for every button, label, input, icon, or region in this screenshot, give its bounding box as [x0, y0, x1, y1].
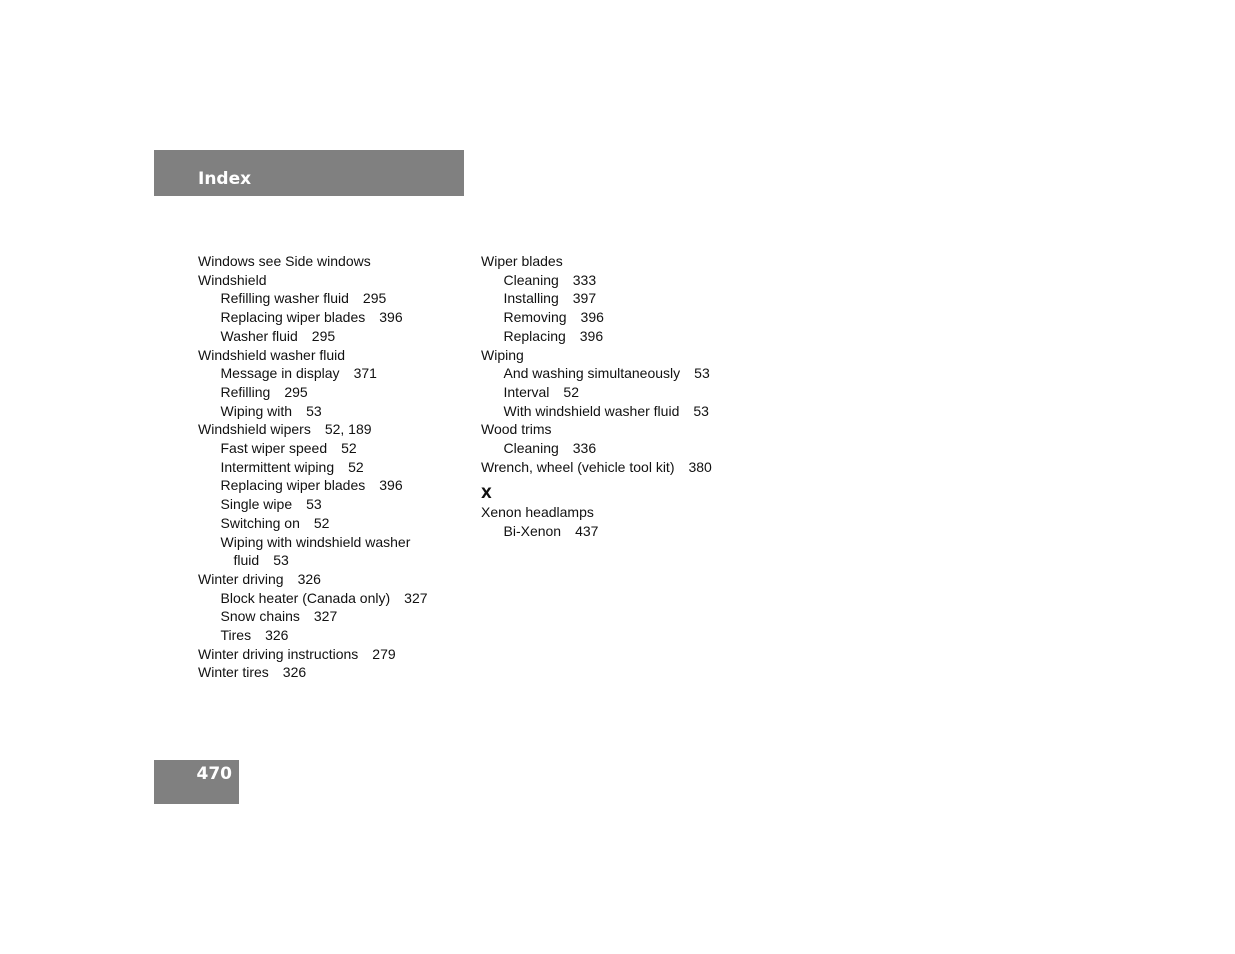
header-bar	[154, 150, 464, 196]
index-entry-page-ref[interactable]: 326	[297, 570, 321, 587]
index-entry	[198, 252, 478, 271]
index-entry-page-ref[interactable]: 53	[306, 496, 322, 513]
index-entry-page-ref[interactable]: 53	[273, 552, 289, 569]
index-entry	[481, 503, 761, 522]
index-entry	[198, 476, 478, 495]
index-entry	[198, 327, 478, 346]
index-entry-page-ref[interactable]: 52, 189	[324, 421, 372, 438]
index-entry-term: Cleaning	[503, 440, 559, 457]
index-entry	[481, 458, 761, 477]
index-entry-term: And washing simultaneously	[503, 365, 681, 382]
index-entry-term: Wiping with windshield washer	[220, 533, 411, 550]
index-column-right	[481, 252, 761, 541]
index-entry-term: Windshield	[198, 271, 267, 288]
index-entry-term: Tires	[220, 627, 252, 644]
index-entry	[198, 551, 478, 570]
index-entry-term: Replacing	[503, 327, 566, 344]
index-entry-term: Replacing wiper blades	[220, 309, 366, 326]
index-entry	[481, 383, 761, 402]
index-entry	[481, 439, 761, 458]
index-entry	[481, 271, 761, 290]
index-entry-page-ref[interactable]: 396	[379, 477, 403, 494]
index-entry-page-ref[interactable]: 53	[694, 365, 710, 382]
index-entry-page-ref[interactable]: 295	[284, 383, 308, 400]
index-entry	[481, 364, 761, 383]
index-entry-term: Windshield washer fluid	[198, 346, 346, 363]
index-entry-page-ref[interactable]: 371	[353, 365, 377, 382]
index-entry-term: Cleaning	[503, 271, 559, 288]
index-entry	[481, 308, 761, 327]
index-entry-term: Wiper blades	[481, 253, 563, 269]
index-entry	[198, 663, 478, 682]
index-entry-term: Refilling washer fluid	[220, 290, 349, 307]
index-entry-term: Installing	[503, 290, 559, 307]
index-entry-term: Bi-Xenon	[503, 523, 562, 540]
index-entry	[198, 402, 478, 421]
index-entry	[198, 271, 478, 290]
index-entry-term: Replacing wiper blades	[220, 477, 366, 494]
index-entry-page-ref[interactable]: 396	[379, 309, 403, 326]
index-entry	[481, 289, 761, 308]
index-entry-term: Fast wiper speed	[220, 440, 328, 457]
index-entry-page-ref[interactable]: 52	[341, 440, 357, 457]
index-entry-term: Intermittent wiping	[220, 458, 335, 475]
page-number: 470	[196, 764, 232, 784]
index-entry	[481, 327, 761, 346]
index-entry-term: fluid	[233, 552, 260, 569]
index-entry-term: Message in display	[220, 365, 340, 382]
index-entry-page-ref[interactable]: 380	[688, 458, 712, 475]
index-entry-term: Wood trims	[481, 421, 552, 438]
index-entry-term: Snow chains	[220, 608, 300, 625]
index-entry	[198, 346, 478, 365]
index-entry-page-ref[interactable]: 437	[575, 523, 599, 540]
index-entry-page-ref[interactable]: 279	[372, 645, 396, 662]
index-entry	[481, 252, 761, 271]
index-entry-term: Refilling	[220, 383, 271, 400]
index-entry-term: Interval	[503, 383, 550, 400]
index-entry-term: Winter driving instructions	[198, 645, 359, 662]
index-entry	[198, 514, 478, 533]
index-entry-page-ref[interactable]: 326	[282, 664, 307, 681]
index-entry-page-ref[interactable]: 295	[311, 327, 336, 344]
index-entry-term: With windshield washer fluid	[503, 402, 680, 419]
index-column-left	[198, 252, 478, 682]
index-entry-term: Wiping with	[220, 402, 293, 419]
index-entry-page-ref[interactable]: 52	[563, 383, 579, 400]
index-entry-page-ref[interactable]: 397	[572, 290, 597, 307]
index-entry	[481, 346, 761, 365]
page-number-tab	[154, 760, 239, 804]
index-entry-term: Winter driving	[198, 570, 284, 587]
index-entry	[198, 533, 478, 552]
index-entry	[198, 607, 478, 626]
index-entry-term: Removing	[503, 309, 567, 326]
index-entry	[198, 364, 478, 383]
index-entry-term: Single wipe	[220, 496, 293, 513]
index-entry-page-ref[interactable]: 326	[265, 627, 289, 644]
index-entry	[198, 383, 478, 402]
index-entry-term: Windshield wipers	[198, 421, 311, 438]
index-entry	[481, 420, 761, 439]
index-entry	[198, 308, 478, 327]
index-entry	[198, 626, 478, 645]
index-entry	[481, 402, 761, 421]
index-entry-term: Windows see Side windows	[198, 253, 371, 269]
index-entry-page-ref[interactable]: 396	[579, 327, 604, 344]
index-entry-page-ref[interactable]: 327	[404, 589, 428, 606]
index-entry-page-ref[interactable]: 336	[572, 440, 597, 457]
index-letter-heading: X	[481, 486, 492, 503]
index-entry-page-ref[interactable]: 52	[313, 514, 330, 531]
index-entry-page-ref[interactable]: 295	[362, 290, 387, 307]
index-entry-term: Winter tires	[198, 664, 269, 681]
index-entry-page-ref[interactable]: 396	[580, 309, 604, 326]
index-entry	[198, 289, 478, 308]
index-entry-page-ref[interactable]: 333	[572, 271, 597, 288]
index-entry	[198, 589, 478, 608]
index-entry-term: Wrench, wheel (vehicle tool kit)	[481, 458, 675, 475]
index-entry-page-ref[interactable]: 327	[313, 608, 338, 625]
index-entry	[198, 458, 478, 477]
index-entry-term: Washer fluid	[220, 327, 298, 344]
index-entry	[198, 495, 478, 514]
index-entry-page-ref[interactable]: 52	[348, 458, 364, 475]
index-entry-page-ref[interactable]: 53	[693, 402, 709, 419]
index-entry	[481, 522, 761, 541]
index-entry-term: Switching on	[220, 514, 300, 531]
index-entry-term: Xenon headlamps	[481, 504, 594, 521]
index-entry-page-ref[interactable]: 53	[306, 402, 322, 419]
index-entry	[198, 570, 478, 589]
index-entry	[198, 420, 478, 439]
index-entry-term: Block heater (Canada only)	[220, 589, 391, 606]
index-entry-term: Wiping	[481, 346, 524, 363]
index-entry	[198, 439, 478, 458]
page-title: Index	[198, 169, 252, 189]
index-entry	[198, 645, 478, 664]
